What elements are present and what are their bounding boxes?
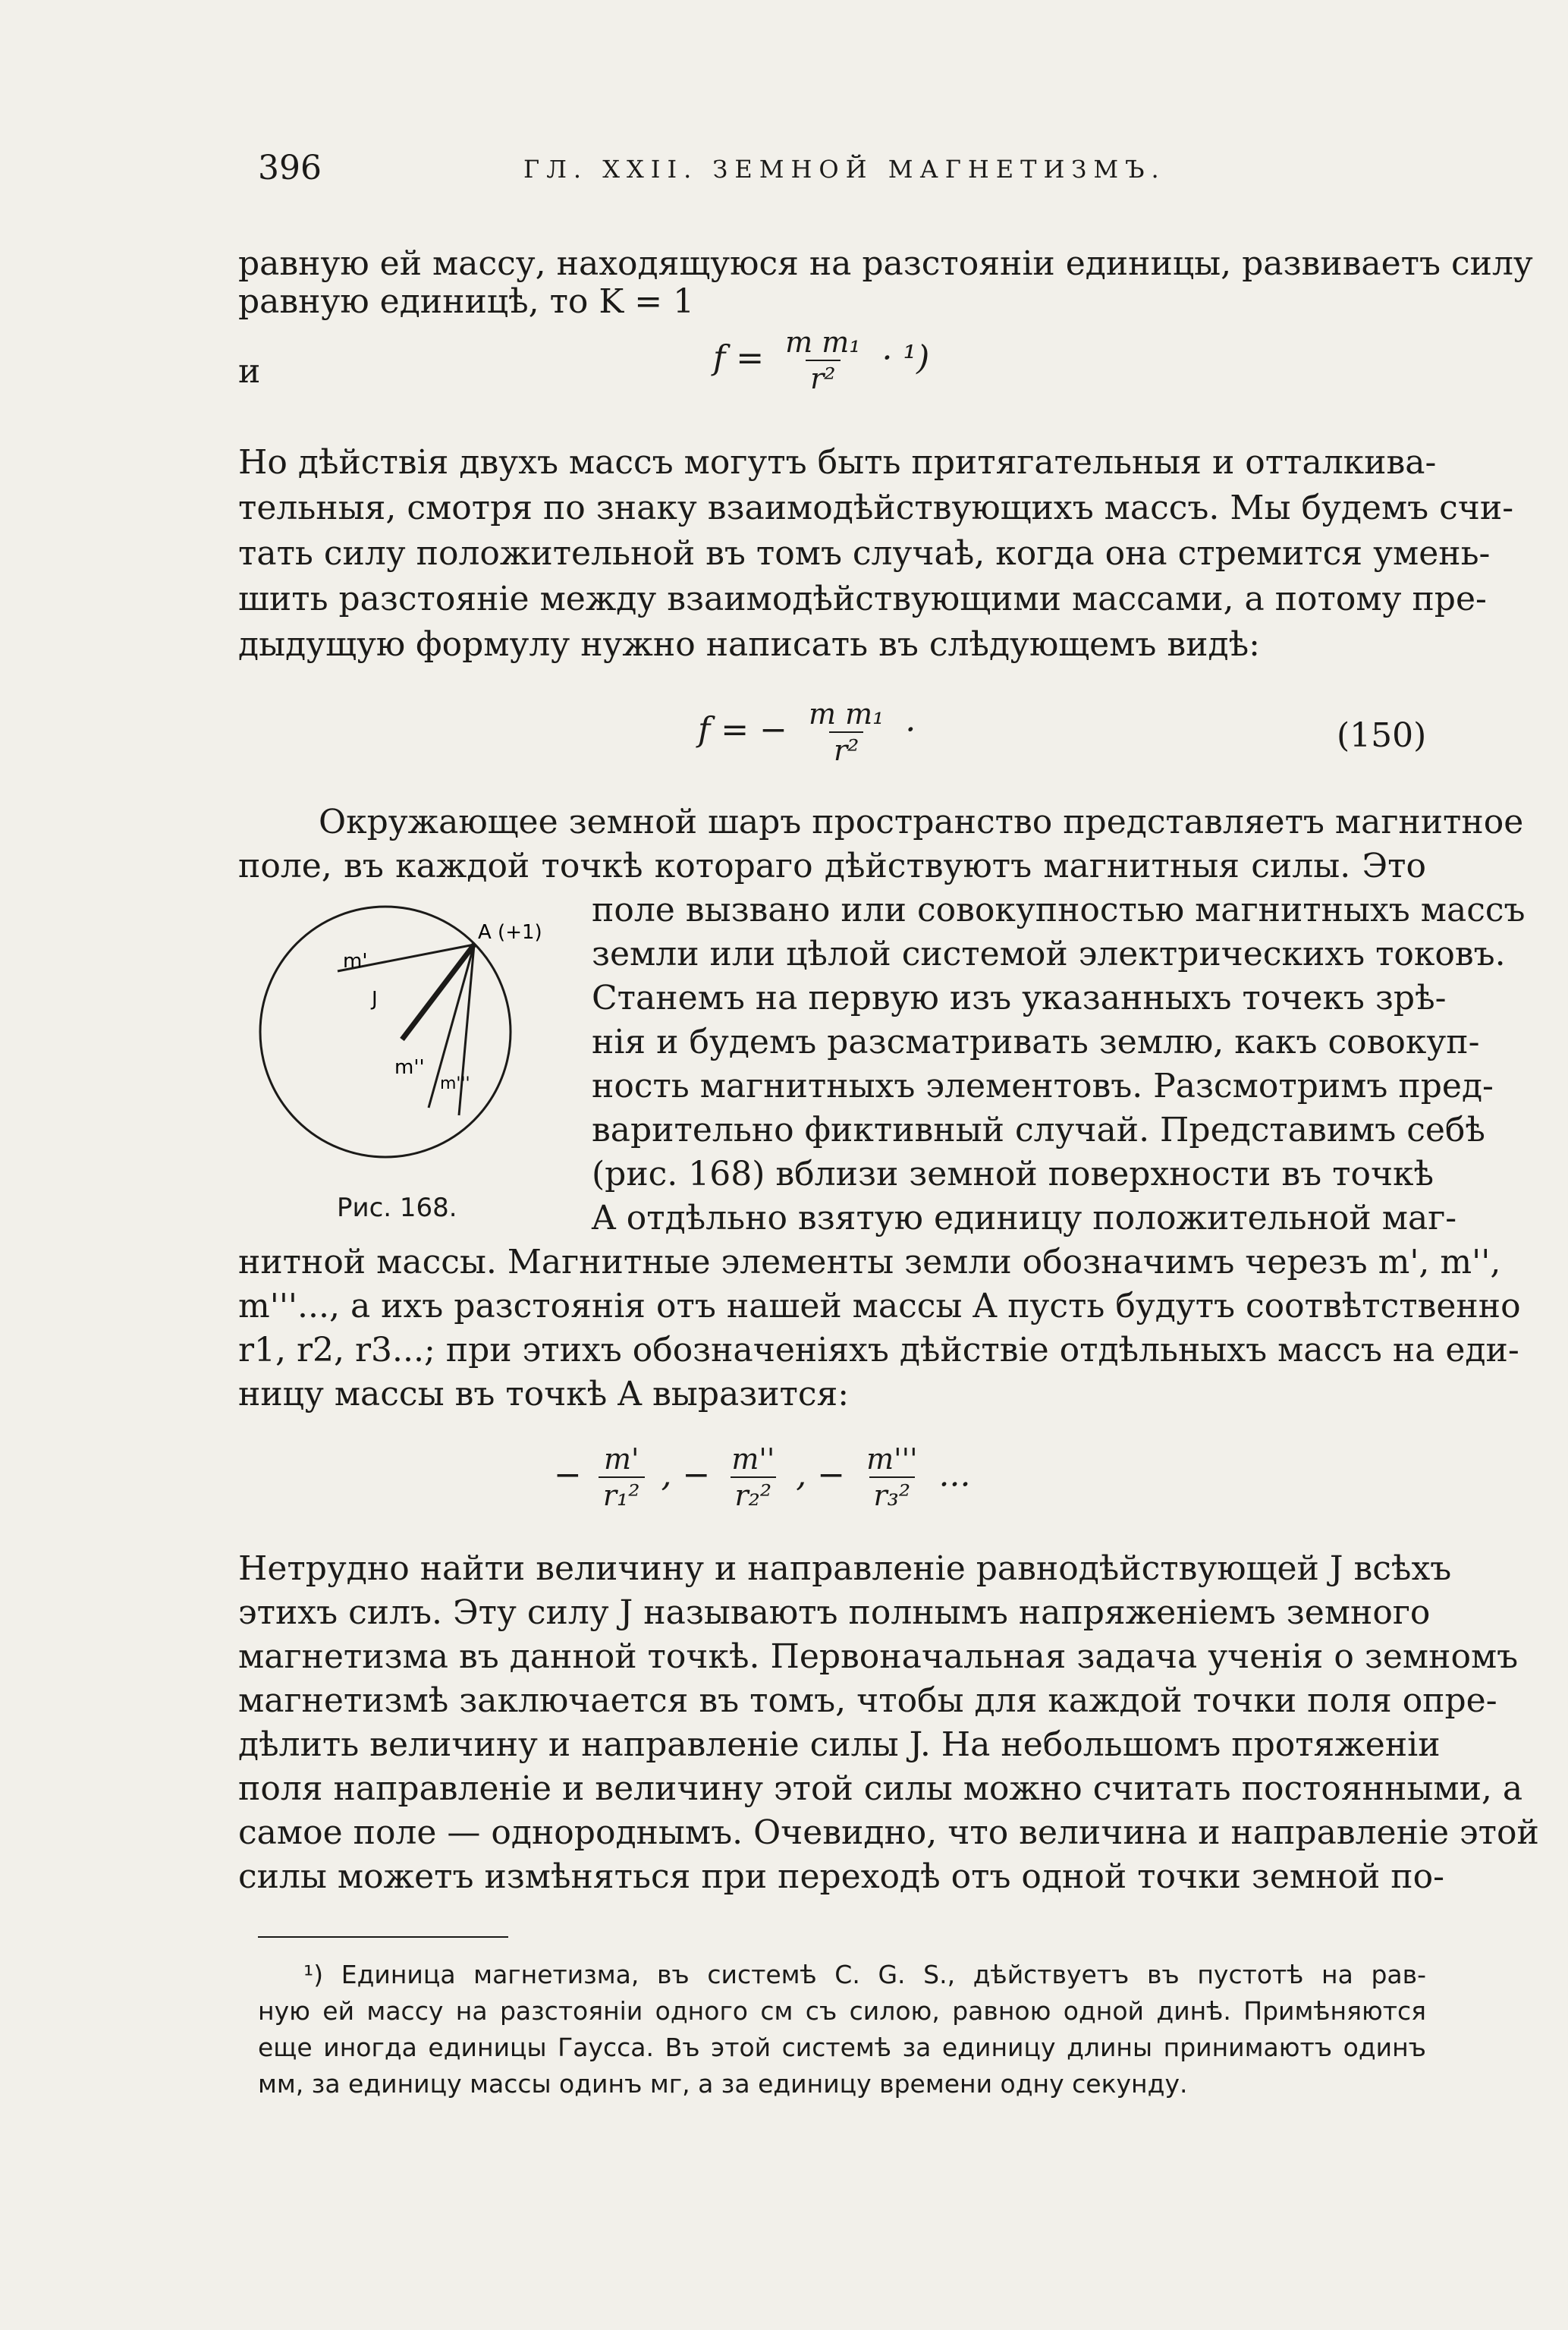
text-line: Но дѣйствія двухъ массъ могутъ быть притягательныя и отталкива-	[238, 443, 1437, 482]
eq2-numerator: m m₁	[809, 697, 885, 731]
eq3-a-sign: −	[554, 1455, 582, 1495]
eq3-c-numerator: m'''	[866, 1442, 918, 1476]
text-line: Станемъ на первую изъ указанныхъ точекъ зрѣ-	[592, 979, 1447, 1017]
eq2-denominator: r²	[829, 731, 863, 768]
text-line: Окружающее земной шаръ пространство представляетъ магнитное	[319, 803, 1524, 841]
eq3-a-fraction	[599, 1442, 645, 1513]
text-line: поле, въ каждой точкѣ котораго дѣйствуютъ магнитныя силы. Это	[238, 847, 1426, 885]
eq3-b-sign: , −	[661, 1455, 711, 1495]
text-line: варительно фиктивный случай. Представимъ себѣ	[592, 1111, 1485, 1149]
figure-caption: Рис. 168.	[337, 1193, 457, 1223]
text-line: магнетизма въ данной точкѣ. Первоначальная задача ученія о земномъ	[238, 1637, 1519, 1676]
equation-3	[554, 1442, 970, 1513]
eq1-fraction	[781, 325, 865, 396]
eq1-numerator: m m₁	[785, 325, 861, 359]
eq3-b-fraction	[727, 1442, 779, 1513]
label-A: A (+1)	[478, 921, 542, 944]
eq3-c-fraction	[862, 1442, 922, 1513]
text-line: равную единицѣ, то K = 1	[238, 282, 695, 321]
text-line: Нетрудно найти величину и направленіе равнодѣйствующей J всѣхъ	[238, 1549, 1452, 1588]
text-line: равную ей массу, находящуюся на разстояніи единицы, развиваетъ силу	[238, 244, 1533, 283]
eq1-denominator: r²	[806, 360, 840, 396]
text-line: поле вызвано или совокупностью магнитныхъ массъ	[592, 891, 1526, 929]
figure-168	[258, 891, 561, 1187]
eq3-tail: ...	[938, 1455, 971, 1495]
text-line: шить разстояніе между взаимодѣйствующими массами, а потому пре-	[238, 580, 1487, 618]
eq3-c-denominator: r₃²	[869, 1476, 916, 1513]
resultant-line-J	[402, 945, 474, 1039]
eq3-b-denominator: r₂²	[731, 1476, 777, 1513]
label-m3: m'''	[440, 1074, 470, 1093]
text-line: m'''..., а ихъ разстоянія отъ нашей массы A пусть будутъ соотвѣтственно	[238, 1287, 1521, 1325]
text-line: самое поле — однороднымъ. Очевидно, что величина и направленіе этой	[238, 1813, 1539, 1852]
text-line: тельныя, смотря по знаку взаимодѣйствующихъ массъ. Мы будемъ счи-	[238, 489, 1514, 527]
page-number: 396	[258, 149, 322, 187]
text-line: дѣлить величину и направленіе силы J. На небольшомъ протяженіи	[238, 1725, 1441, 1764]
eq2-lhs: f = −	[698, 710, 787, 750]
text-line: ность магнитныхъ элементовъ. Разсмотримъ пред-	[592, 1067, 1494, 1105]
text-line: поля направленіе и величину этой силы можно считать постоянными, а	[238, 1769, 1523, 1808]
text-line: земли или цѣлой системой электрическихъ токовъ.	[592, 935, 1506, 973]
eq3-c-sign: , −	[796, 1455, 846, 1495]
eq3-a-numerator: m'	[603, 1442, 639, 1476]
equation-150	[698, 696, 916, 768]
eq1-lhs: f =	[713, 338, 765, 378]
equation-number: (150)	[1337, 716, 1427, 755]
eq3-a-denominator: r₁²	[599, 1476, 645, 1513]
text-line: r1, r2, r3...; при этихъ обозначеніяхъ дѣйствіе отдѣльныхъ массъ на еди-	[238, 1331, 1519, 1369]
eq2-tail: ·	[905, 710, 916, 750]
eq1-tail: · ¹)	[881, 338, 930, 378]
eq3-b-numerator: m''	[731, 1442, 775, 1476]
text-line: магнетизмѣ заключается въ томъ, чтобы для каждой точки поля опре-	[238, 1681, 1497, 1720]
text-line: тать силу положительной въ томъ случаѣ, когда она стремится умень-	[238, 534, 1491, 573]
footnote-line: ную ей массу на разстояніи одного см съ силою, равною одной динѣ. Примѣняются	[258, 1996, 1426, 2026]
text-line: ницу массы въ точкѣ A выразится:	[238, 1375, 850, 1413]
footnote-line: еще иногда единицы Гаусса. Въ этой системѣ за единицу длины принимаютъ одинъ	[258, 2033, 1426, 2062]
text-line: A отдѣльно взятую единицу положительной маг-	[592, 1199, 1457, 1237]
text-line: нія и будемъ разсматривать землю, какъ совокуп-	[592, 1023, 1480, 1061]
equation-1	[713, 325, 929, 396]
footnote-rule	[258, 1936, 508, 1938]
text-line: дыдущую формулу нужно написать въ слѣдующемъ видѣ:	[238, 625, 1260, 664]
footnote-line: ¹) Единица магнетизма, въ системѣ C. G. S., дѣйствуетъ въ пустотѣ на рав-	[303, 1960, 1426, 1989]
text-line: и	[238, 352, 261, 391]
text-line: силы можетъ измѣняться при переходѣ отъ одной точки земной по-	[238, 1857, 1444, 1896]
running-title: ГЛ. XXII. ЗЕМНОЙ МАГНЕТИЗМЪ.	[523, 155, 1166, 184]
footnote-line: мм, за единицу массы одинъ мг, а за единицу времени одну секунду.	[258, 2069, 1188, 2099]
text-line: этихъ силъ. Эту силу J называютъ полнымъ напряженіемъ земного	[238, 1593, 1431, 1632]
text-line: (рис. 168) вблизи земной поверхности въ точкѣ	[592, 1155, 1434, 1193]
text-line: нитной массы. Магнитные элементы земли обозначимъ черезъ m', m'',	[238, 1243, 1501, 1281]
label-m2: m''	[394, 1056, 425, 1079]
label-m1: m'	[343, 950, 368, 973]
label-J: J	[372, 988, 378, 1011]
eq2-fraction	[804, 696, 888, 768]
